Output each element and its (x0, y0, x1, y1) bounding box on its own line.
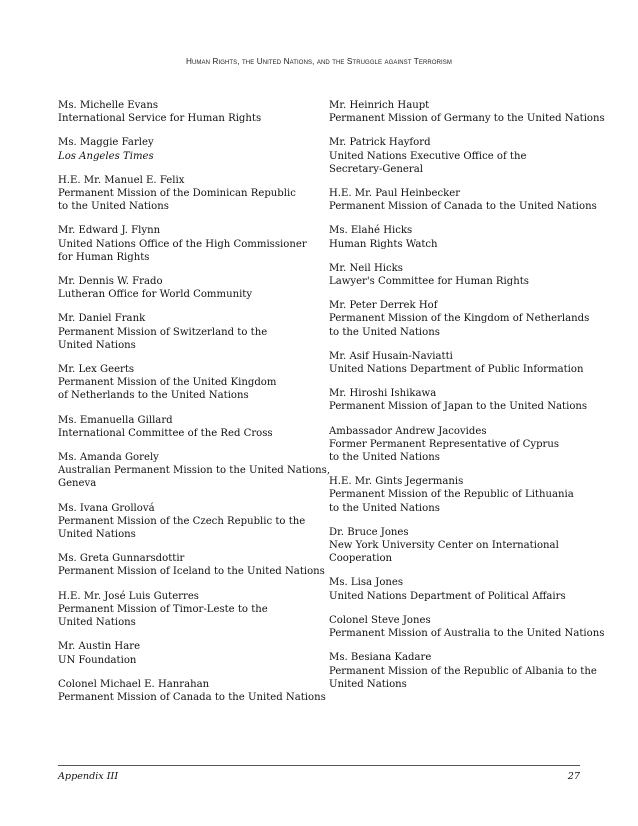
participant-name: Colonel Michael E. Hanrahan (58, 678, 210, 690)
participant-affiliation: Lawyer's Committee for Human Rights (329, 276, 529, 288)
participant-affiliation: United Nations Department of Public Information (329, 364, 584, 376)
participant-entry (329, 576, 589, 602)
participant-entry (58, 174, 308, 214)
participant-entry (58, 552, 325, 578)
participant-name: Ms. Emanuella Gillard (58, 414, 173, 426)
participant-entry (329, 262, 589, 288)
participant-affiliation: United Nations (58, 617, 136, 629)
participant-affiliation: International Committee of the Red Cross (58, 427, 273, 439)
participant-name: Mr. Asif Husain-Naviatti (329, 350, 453, 362)
participant-affiliation: Geneva (58, 478, 97, 490)
participant-affiliation: Lutheran Office for World Community (58, 289, 253, 301)
participant-affiliation: Secretary-General (329, 163, 423, 175)
participant-affiliation: Permanent Mission of the United Kingdom (58, 377, 277, 389)
participant-name: Ms. Maggie Farley (58, 137, 154, 149)
participant-entry (58, 414, 308, 440)
participant-affiliation: to the United Nations (329, 502, 440, 514)
participant-affiliation: Permanent Mission of Timor-Leste to the (58, 603, 268, 615)
participant-affiliation: United Nations Department of Political Affairs (329, 590, 566, 602)
participant-name: Dr. Bruce Jones (329, 526, 409, 538)
participant-name: Ms. Lisa Jones (329, 577, 404, 589)
participant-entry (329, 299, 589, 339)
participant-entry (58, 136, 308, 162)
participant-affiliation: to the United Nations (58, 201, 169, 213)
participant-name: Ms. Elahé Hicks (329, 225, 413, 237)
participant-entry (329, 387, 589, 413)
participant-name: Mr. Heinrich Haupt (329, 100, 430, 111)
participant-affiliation: Permanent Mission of the Czech Republic to the (58, 515, 306, 527)
participant-affiliation: Permanent Mission of the Dominican Republic (58, 188, 296, 200)
participant-affiliation: UN Foundation (58, 654, 137, 666)
participant-entry (329, 187, 597, 213)
participant-affiliation: to the United Nations (329, 452, 440, 464)
participant-affiliation: Permanent Mission of the Republic of Lithuania (329, 489, 574, 501)
participant-affiliation: Permanent Mission of Switzerland to the (58, 326, 268, 338)
participant-entry (58, 590, 308, 630)
participant-affiliation: Permanent Mission of Australia to the United Nations (329, 628, 605, 640)
participant-affiliation: International Service for Human Rights (58, 113, 262, 125)
participant-affiliation: Human Rights Watch (329, 238, 438, 250)
participant-entry (58, 99, 308, 125)
participant-entry (329, 224, 589, 250)
participant-affiliation: Permanent Mission of the Republic of Albania to the (329, 665, 597, 677)
participant-entry (329, 475, 589, 515)
participant-affiliation: United Nations (58, 529, 136, 541)
participant-affiliation: of Netherlands to the United Nations (58, 390, 249, 402)
participant-entry (58, 363, 308, 403)
footer-page-number: 27 (567, 771, 580, 782)
participant-name: Mr. Dennis W. Frado (58, 276, 163, 288)
participant-name: H.E. Mr. Manuel E. Felix (58, 174, 185, 186)
participant-name: H.E. Mr. Paul Heinbecker (329, 188, 461, 200)
participant-entry (329, 425, 589, 465)
participant-name: Mr. Daniel Frank (58, 313, 146, 325)
footer-divider (58, 765, 580, 766)
participant-affiliation: United Nations (58, 339, 136, 351)
participant-affiliation: United Nations Executive Office of the (329, 150, 527, 162)
participant-name: H.E. Mr. Gints Jegermanis (329, 476, 464, 488)
right-column (329, 99, 605, 702)
participant-name: Mr. Hiroshi Ishikawa (329, 388, 437, 400)
participant-name: Ms. Besiana Kadare (329, 652, 432, 664)
participant-affiliation: United Nations (329, 678, 407, 690)
participant-affiliation: for Human Rights (58, 251, 150, 263)
participant-affiliation: to the United Nations (329, 326, 440, 338)
participant-name: Colonel Steve Jones (329, 614, 431, 626)
participant-affiliation: Australian Permanent Mission to the United Nations, (58, 465, 331, 477)
participant-affiliation: New York University Center on International (329, 540, 559, 552)
participant-name: Mr. Austin Hare (58, 641, 141, 653)
participant-affiliation: Los Angeles Times (58, 150, 154, 162)
participant-name: H.E. Mr. José Luis Guterres (58, 590, 199, 602)
participant-entry (58, 678, 326, 704)
participant-entry (329, 136, 589, 176)
participant-affiliation: Permanent Mission of the Kingdom of Netherlands (329, 313, 590, 325)
participant-affiliation: United Nations Office of the High Commissioner (58, 238, 307, 250)
participant-name: Mr. Edward J. Flynn (58, 225, 161, 237)
participant-affiliation: Permanent Mission of Germany to the United Nations (329, 113, 605, 125)
running-header (0, 57, 638, 66)
participant-entry (329, 526, 589, 566)
participant-affiliation: Permanent Mission of Iceland to the United Nations (58, 566, 325, 578)
participant-name: Ms. Michelle Evans (58, 100, 159, 111)
participant-entry (58, 312, 308, 352)
participant-entry (329, 651, 597, 691)
participant-entry (329, 350, 589, 376)
participant-entry (58, 640, 308, 666)
participant-affiliation: Permanent Mission of Japan to the United Nations (329, 401, 588, 413)
participant-name: Ambassador Andrew Jacovides (329, 425, 487, 437)
participant-name: Ms. Ivana Grollová (58, 502, 155, 514)
participant-affiliation: Cooperation (329, 553, 393, 565)
participant-name: Ms. Greta Gunnarsdottir (58, 553, 185, 565)
participant-affiliation: Permanent Mission of Canada to the United Nations (58, 691, 326, 703)
participant-entry (58, 275, 308, 301)
participant-name: Ms. Amanda Gorely (58, 452, 159, 464)
participant-name: Mr. Patrick Hayford (329, 137, 431, 149)
participant-name: Mr. Lex Geerts (58, 364, 135, 376)
footer-section-label: Appendix III (58, 771, 119, 782)
participant-entry (329, 99, 605, 125)
participant-name: Mr. Neil Hicks (329, 262, 403, 274)
participant-name: Mr. Peter Derrek Hof (329, 300, 438, 312)
left-column (58, 99, 331, 715)
participant-entry (329, 614, 605, 640)
participant-affiliation: Permanent Mission of Canada to the United Nations (329, 201, 597, 213)
participant-entry (58, 224, 308, 264)
participant-entry (58, 502, 308, 542)
participant-affiliation: Former Permanent Representative of Cyprus (329, 438, 560, 450)
running-header-title: Human Rights, the United Nations, and the Struggle against Terrorism (185, 57, 453, 66)
participant-entry (58, 451, 331, 491)
